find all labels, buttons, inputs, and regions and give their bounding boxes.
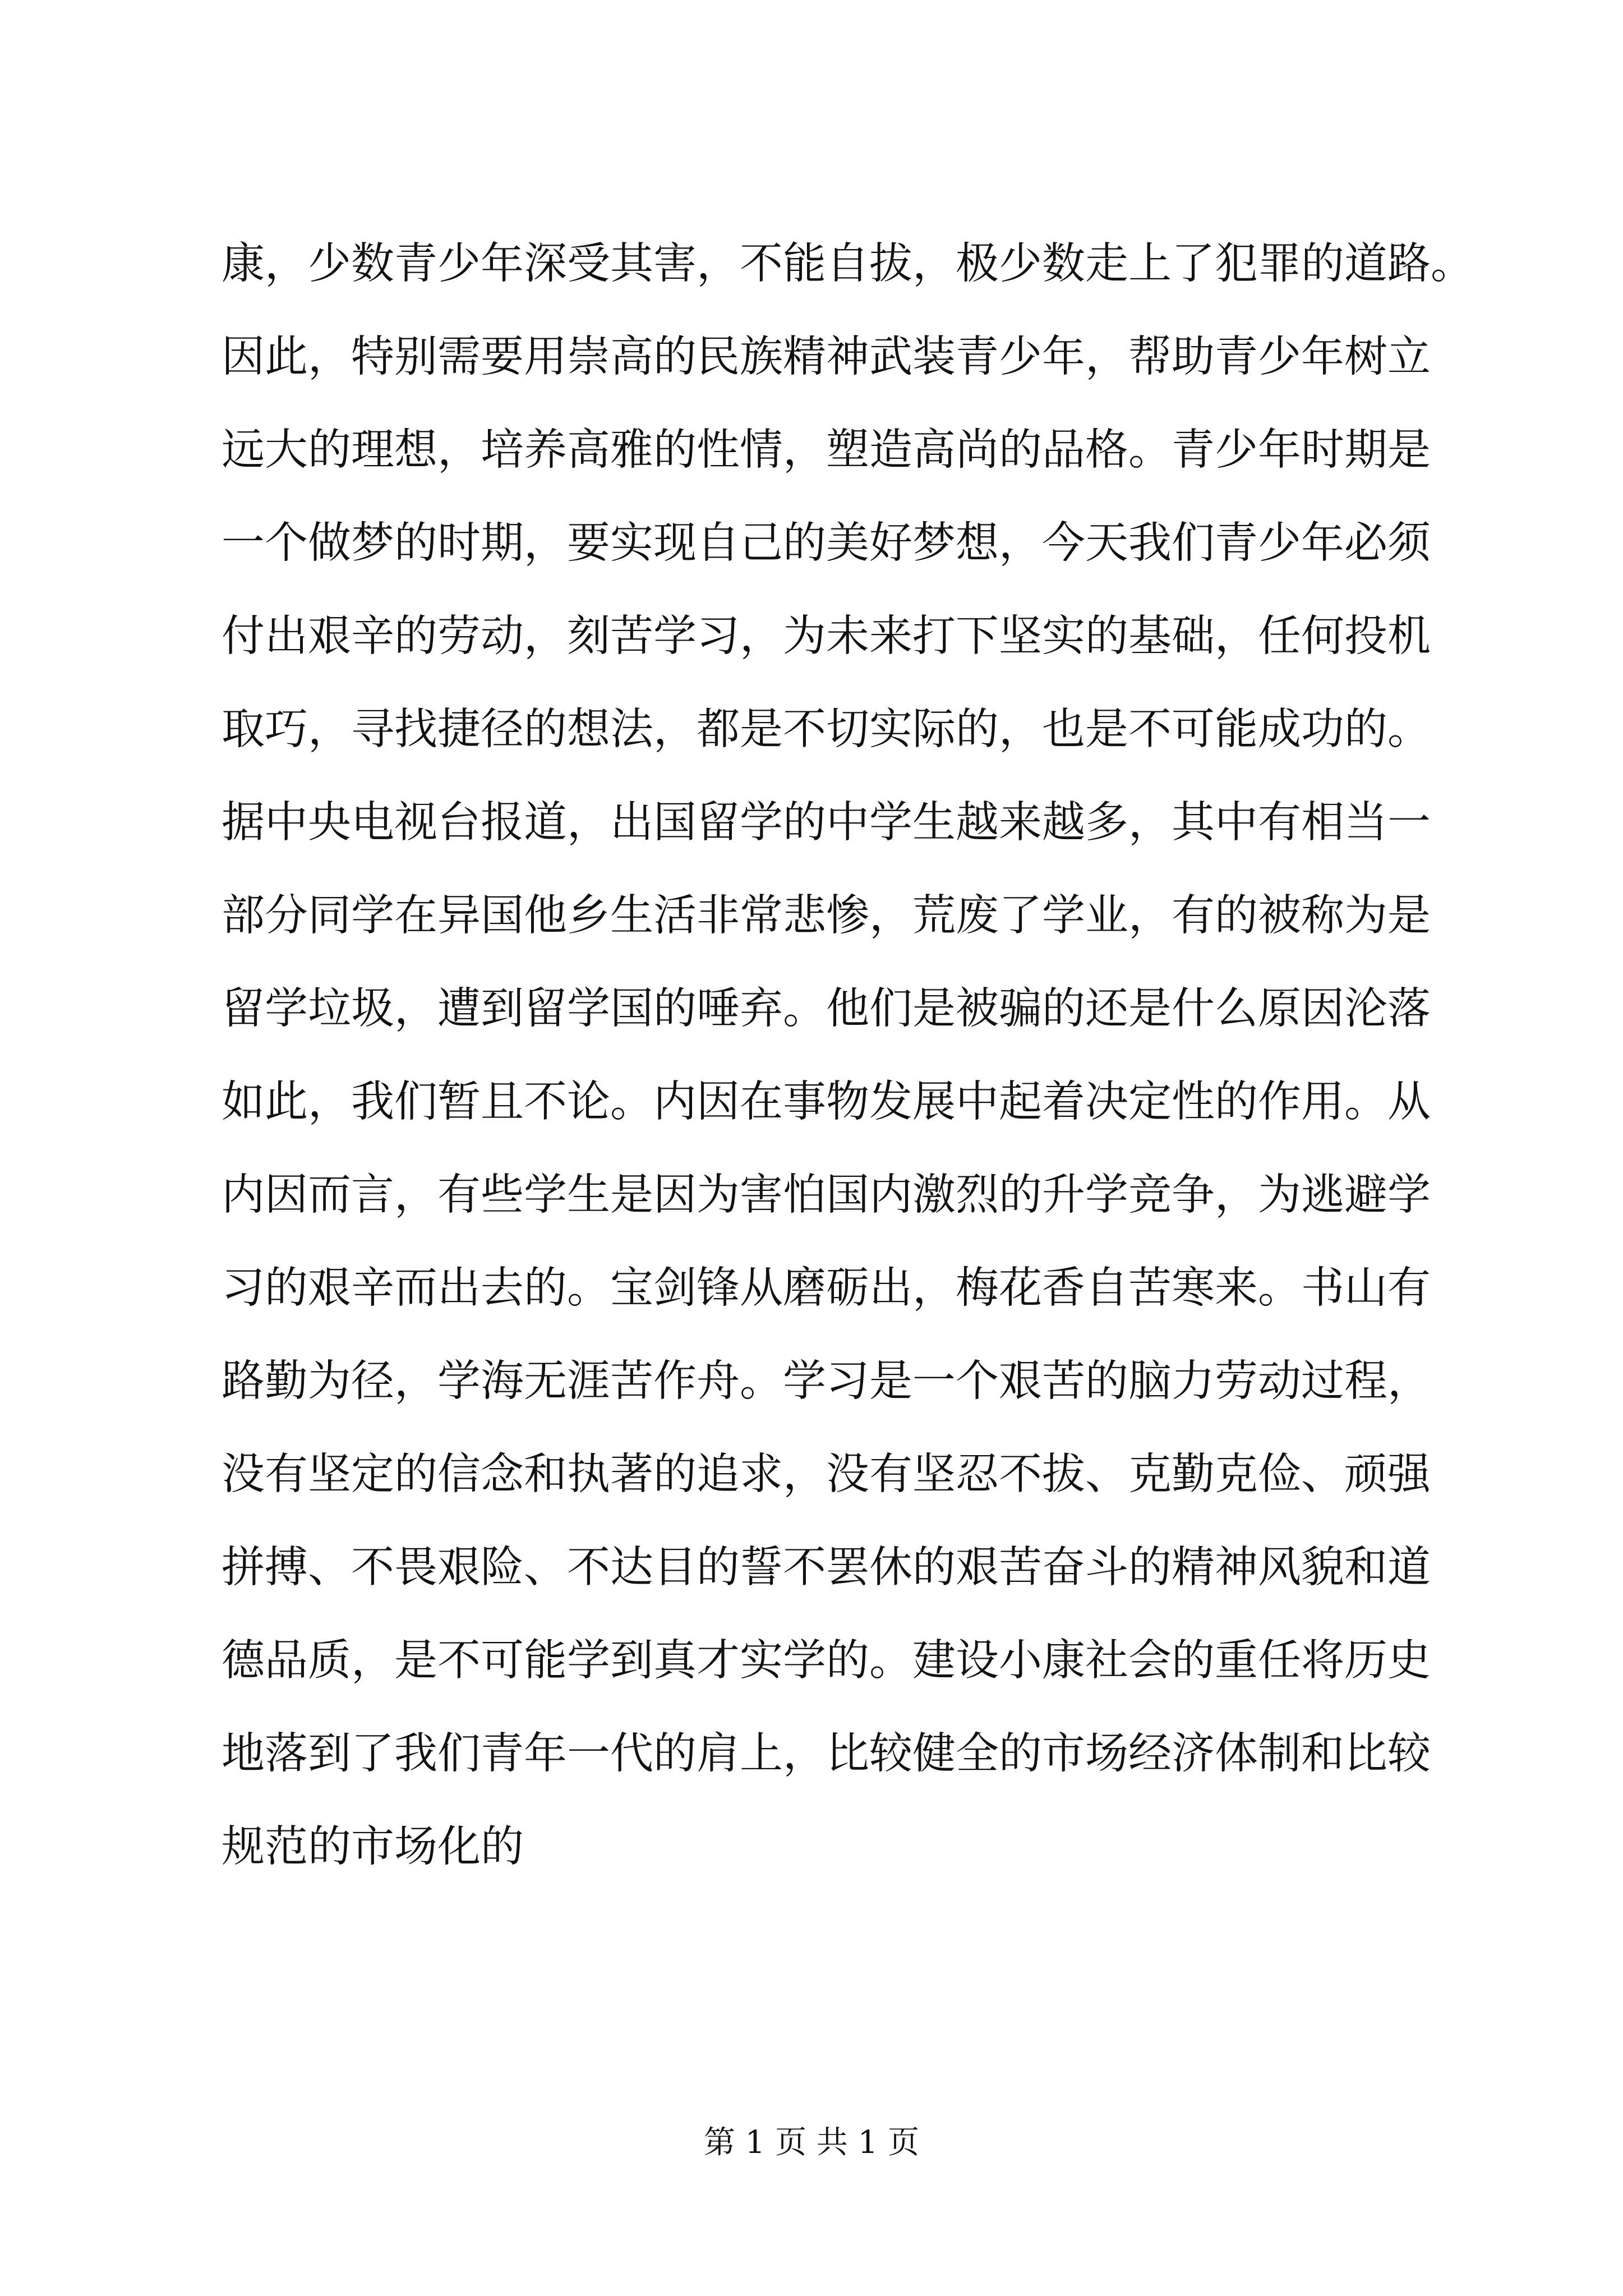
- text-line-17: 地落到了我们青年一代的肩上，比较健全的市场经济体制和比较: [222, 1729, 1431, 1779]
- text-line-16: 德品质，是不可能学到真才实学的。建设小康社会的重任将历史: [222, 1636, 1431, 1686]
- text-line-10: 如此，我们暂且不论。内因在事物发展中起着决定性的作用。从: [222, 1077, 1431, 1127]
- text-line-7: 据中央电视台报道，出国留学的中学生越来越多，其中有相当一: [222, 798, 1431, 848]
- text-line-15: 拼搏、不畏艰险、不达目的誓不罢休的艰苦奋斗的精神风貌和道: [222, 1543, 1431, 1593]
- text-line-18: 规范的市场化的: [222, 1822, 524, 1872]
- text-line-11: 内因而言，有些学生是因为害怕国内激烈的升学竞争，为逃避学: [222, 1170, 1431, 1220]
- text-line-13: 路勤为径，学海无涯苦作舟。学习是一个艰苦的脑力劳动过程，: [222, 1356, 1431, 1406]
- text-line-6: 取巧，寻找捷径的想法，都是不切实际的，也是不可能成功的。: [222, 705, 1431, 754]
- text-line-4: 一个做梦的时期，要实现自己的美好梦想，今天我们青少年必须: [222, 518, 1431, 568]
- text-line-5: 付出艰辛的劳动，刻苦学习，为未来打下坚实的基础，任何投机: [222, 611, 1431, 661]
- body-text: [222, 218, 1474, 1894]
- text-line-2: 因此，特别需要用崇高的民族精神武装青少年，帮助青少年树立: [222, 332, 1431, 382]
- text-line-12: 习的艰辛而出去的。宝剑锋从磨砺出，梅花香自苦寒来。书山有: [222, 1263, 1431, 1313]
- page-number-footer: 第 1 页 共 1 页: [703, 2124, 920, 2161]
- text-line-3: 远大的理想，培养高雅的性情，塑造高尚的品格。青少年时期是: [222, 425, 1431, 475]
- text-line-8: 部分同学在异国他乡生活非常悲惨，荒废了学业，有的被称为是: [222, 891, 1431, 941]
- text-line-14: 没有坚定的信念和执著的追求，没有坚忍不拔、克勤克俭、顽强: [222, 1450, 1431, 1499]
- text-line-9: 留学垃圾，遭到留学国的唾弃。他们是被骗的还是什么原因沦落: [222, 984, 1431, 1034]
- text-line-1: 康，少数青少年深受其害，不能自拔，极少数走上了犯罪的道路。: [222, 239, 1474, 289]
